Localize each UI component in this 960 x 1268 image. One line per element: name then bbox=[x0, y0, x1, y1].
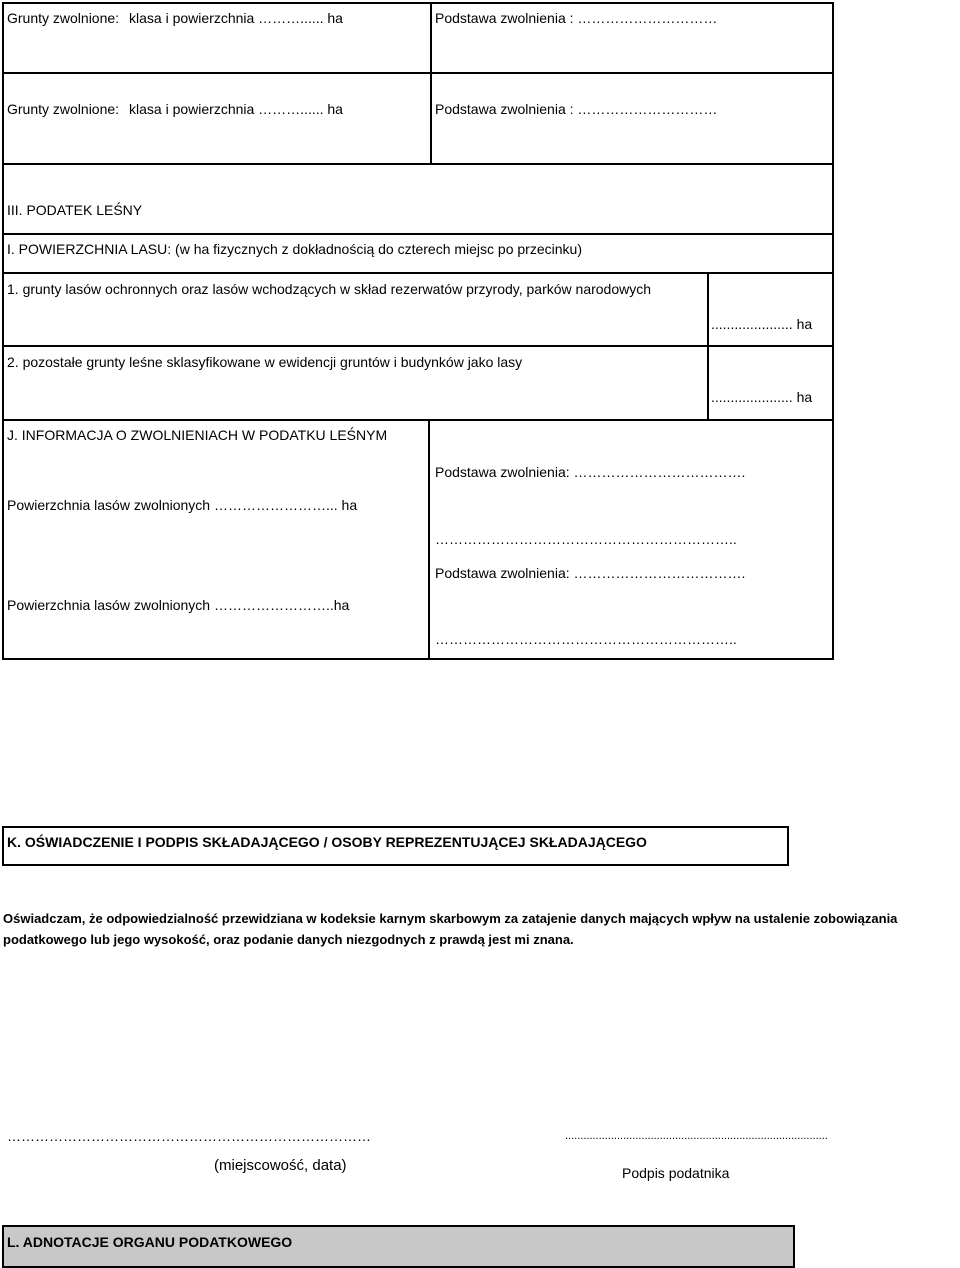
forest-tax-heading-divider bbox=[2, 233, 834, 235]
exempt-land-divider bbox=[2, 72, 834, 74]
forest-area-subheading: I. POWIERZCHNIA LASU: (w ha fizycznych z dokładnością do czterech miejsc po przecinku) bbox=[7, 241, 582, 257]
exempt-land-label-1: Grunty zwolnione: bbox=[7, 10, 120, 26]
signature-label: Podpis podatnika bbox=[622, 1165, 730, 1181]
exemption-basis-cont-2[interactable]: ……………………………………………………….. bbox=[435, 631, 737, 647]
exemption-basis-cont-1[interactable]: ……………………………………………………….. bbox=[435, 531, 737, 547]
exemption-basis-1[interactable]: Podstawa zwolnienia: ………………………………. bbox=[435, 464, 746, 480]
exemption-area-1[interactable]: Powierzchnia lasów zwolnionych ……………………... ha bbox=[7, 497, 358, 513]
exemptions-column-divider bbox=[428, 419, 430, 660]
forest-item2-value[interactable]: ..................... ha bbox=[711, 389, 813, 405]
place-date-label: (miejscowość, data) bbox=[214, 1157, 347, 1174]
forest-value-column-divider bbox=[707, 272, 709, 421]
exemption-basis-2[interactable]: Podstawa zwolnienia: ………………………………. bbox=[435, 565, 746, 581]
forest-item1-divider bbox=[2, 345, 834, 347]
forest-item1-value[interactable]: ..................... ha bbox=[711, 316, 813, 332]
annotations-heading: L. ADNOTACJE ORGANU PODATKOWEGO bbox=[7, 1234, 293, 1250]
forest-item2-divider bbox=[2, 419, 834, 421]
signature-field[interactable]: ...................................................................................... bbox=[565, 1130, 828, 1142]
forest-area-heading-divider bbox=[2, 272, 834, 274]
place-date-field[interactable]: …………………………………………………………………… bbox=[7, 1128, 371, 1144]
forest-item1-label: 1. grunty lasów ochronnych oraz lasów wchodzących w skład rezerwatów przyrody, parków narodowych bbox=[7, 281, 652, 297]
exempt-land-class-area-2[interactable]: klasa i powierzchnia ………...... ha bbox=[129, 101, 343, 117]
forest-item2-label: 2. pozostałe grunty leśne sklasyfikowane w ewidencji gruntów i budynków jako lasy bbox=[7, 354, 523, 370]
declaration-heading: K. OŚWIADCZENIE I PODPIS SKŁADAJĄCEGO / OSOBY REPREZENTUJĄCEJ SKŁADAJĄCEGO bbox=[7, 834, 647, 850]
exempt-land-label-2: Grunty zwolnione: bbox=[7, 101, 120, 117]
exempt-land-table bbox=[2, 2, 834, 165]
exempt-land-class-area-1[interactable]: klasa i powierzchnia ………...... ha bbox=[129, 10, 343, 26]
declaration-text-line-1: Oświadczam, że odpowiedzialność przewidziana w kodeksie karnym skarbowym za zatajenie danych mających wpływ na ustalenie zobowiązania bbox=[3, 911, 898, 926]
exemptions-heading: J. INFORMACJA O ZWOLNIENIACH W PODATKU LEŚNYM bbox=[7, 427, 388, 443]
declaration-text-line-2: podatkowego lub jego wysokość, oraz podanie danych niezgodnych z prawdą jest mi znana. bbox=[3, 932, 574, 947]
exempt-land-basis-2[interactable]: Podstawa zwolnienia : ………………………… bbox=[435, 101, 718, 117]
forest-tax-heading: III. PODATEK LEŚNY bbox=[7, 202, 143, 218]
exempt-land-basis-1[interactable]: Podstawa zwolnienia : ………………………… bbox=[435, 10, 718, 26]
exemption-area-2[interactable]: Powierzchnia lasów zwolnionych ……………………..ha bbox=[7, 597, 350, 613]
exempt-land-column-divider bbox=[430, 2, 432, 165]
forest-tax-section bbox=[2, 163, 834, 660]
